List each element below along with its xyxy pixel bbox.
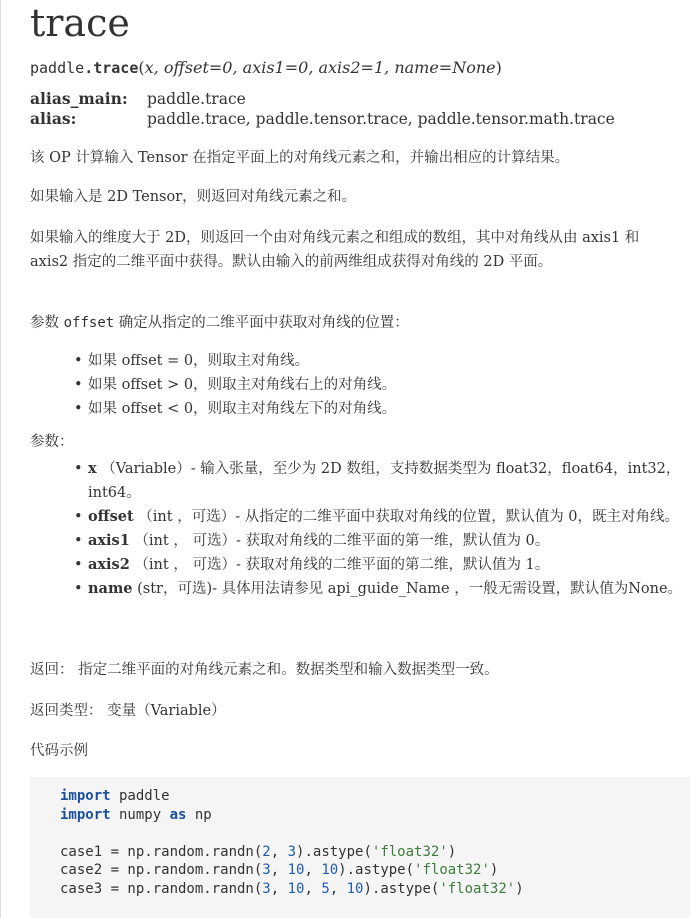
- code-text: ).astype(: [363, 880, 440, 897]
- para-nd: 如果输入的维度大于 2D，则返回一个由对角线元素之和组成的数组，其中对角线从由 axis1 和 axis2 指定的二维平面中获得。默认由输入的前两维组成获得对角线的 2D 平面。: [30, 230, 640, 270]
- sig-dot: .: [84, 59, 94, 77]
- code-text: ,: [270, 862, 288, 879]
- code-text: ): [489, 862, 499, 879]
- page-title: trace: [30, 1, 130, 45]
- param-item: [72, 505, 684, 529]
- list-item: • 如果 offset < 0，则取主对角线左下的对角线。: [72, 397, 672, 421]
- code-text: ,: [270, 843, 288, 860]
- sig-module: paddle: [30, 59, 85, 77]
- param-item: [72, 577, 684, 601]
- code-number: 10: [287, 862, 305, 879]
- code-number: 2: [262, 843, 271, 860]
- alias-value: paddle.trace, paddle.tensor.trace, paddle.tensor.math.trace: [147, 110, 615, 128]
- param-item: [72, 529, 684, 553]
- code-text: ): [515, 880, 524, 897]
- code-block: [60, 787, 524, 899]
- alias-row: [30, 109, 615, 129]
- code-text: case2 = np.random.randn(: [60, 862, 263, 879]
- param-desc: （int ， 可选）- 获取对角线的二维平面的第一维，默认值为 0。: [129, 533, 550, 549]
- sig-func: trace: [93, 59, 139, 77]
- alias-key: alias:: [30, 109, 77, 128]
- code-example: [30, 777, 690, 918]
- code-text: paddle: [110, 788, 170, 804]
- code-string: 'float32': [371, 843, 448, 860]
- code-text: ,: [304, 880, 322, 897]
- code-text: ): [447, 843, 457, 860]
- alias-table: [30, 89, 615, 129]
- function-signature: [30, 57, 502, 79]
- param-item: [72, 457, 684, 505]
- param-desc: (str，可选)- 具体用法请参见 api_guide_Name ，一般无需设置，默认值为None。: [132, 581, 683, 597]
- param-name: x: [88, 460, 97, 477]
- code-number: 10: [287, 880, 305, 897]
- params-list: [72, 457, 684, 601]
- sig-open: (: [138, 58, 145, 77]
- param-name: axis2: [88, 556, 130, 573]
- offset-code: offset: [63, 315, 115, 331]
- intro-paragraph: 该 OP 计算输入 Tensor 在指定平面上的对角线元素之和，并输出相应的计算结果。: [30, 150, 570, 166]
- para-2d: 如果输入是 2D Tensor，则返回对角线元素之和。: [30, 189, 357, 205]
- code-number: 3: [287, 843, 297, 860]
- code-text: case1 = np.random.randn(: [60, 843, 263, 860]
- offset-rules-list: [72, 349, 672, 421]
- code-text: np: [186, 806, 212, 823]
- code-text: ).astype(: [296, 843, 372, 860]
- code-text: numpy: [110, 806, 170, 823]
- list-item: • 如果 offset = 0，则取主对角线。: [72, 349, 672, 373]
- return-type-paragraph: 返回类型： 变量（Variable）: [30, 703, 226, 719]
- list-item: • 如果 offset > 0，则取主对角线右上的对角线。: [72, 373, 672, 397]
- left-border: [0, 0, 1, 918]
- code-number: 3: [262, 880, 271, 897]
- param-item: [72, 553, 684, 577]
- code-text: ,: [304, 862, 322, 879]
- code-number: 10: [321, 862, 339, 879]
- param-desc: （Variable）- 输入张量，至少为 2D 数组，支持数据类型为 float32，float64，int32，int64。: [88, 461, 681, 501]
- code-keyword: import: [60, 806, 111, 823]
- offset-post: 确定从指定的二维平面中获取对角线的位置：: [114, 315, 409, 331]
- param-name: offset: [88, 508, 134, 525]
- offset-paragraph: [30, 311, 680, 335]
- code-number: 5: [321, 880, 330, 897]
- alias-key: alias_main:: [30, 89, 128, 108]
- param-desc: （int ， 可选）- 获取对角线的二维平面的第二维，默认值为 1。: [129, 557, 550, 573]
- alias-row: [30, 89, 615, 109]
- example-label: 代码示例: [30, 743, 88, 759]
- code-keyword: as: [169, 806, 187, 823]
- code-text: case3 = np.random.randn(: [60, 880, 263, 897]
- code-string: 'float32': [439, 880, 516, 897]
- code-text: ,: [270, 880, 288, 897]
- code-number: 3: [262, 862, 271, 879]
- sig-params: x, offset=0, axis1=0, axis2=1, name=None: [144, 58, 496, 77]
- code-text: ).astype(: [338, 862, 415, 879]
- offset-pre: 参数: [30, 315, 64, 331]
- code-text: ,: [329, 880, 347, 897]
- returns-paragraph: 返回： 指定二维平面的对角线元素之和。数据类型和输入数据类型一致。: [30, 662, 499, 678]
- param-name: axis1: [88, 532, 130, 549]
- params-label: 参数：: [30, 434, 74, 450]
- code-string: 'float32': [414, 862, 490, 879]
- param-name: name: [88, 580, 133, 597]
- code-keyword: import: [60, 788, 111, 804]
- param-desc: （int ，可选）- 从指定的二维平面中获取对角线的位置，默认值为 0，既主对角线。: [133, 509, 680, 525]
- alias-value: paddle.trace: [147, 90, 246, 108]
- code-number: 10: [346, 880, 364, 897]
- sig-close: ): [495, 58, 502, 77]
